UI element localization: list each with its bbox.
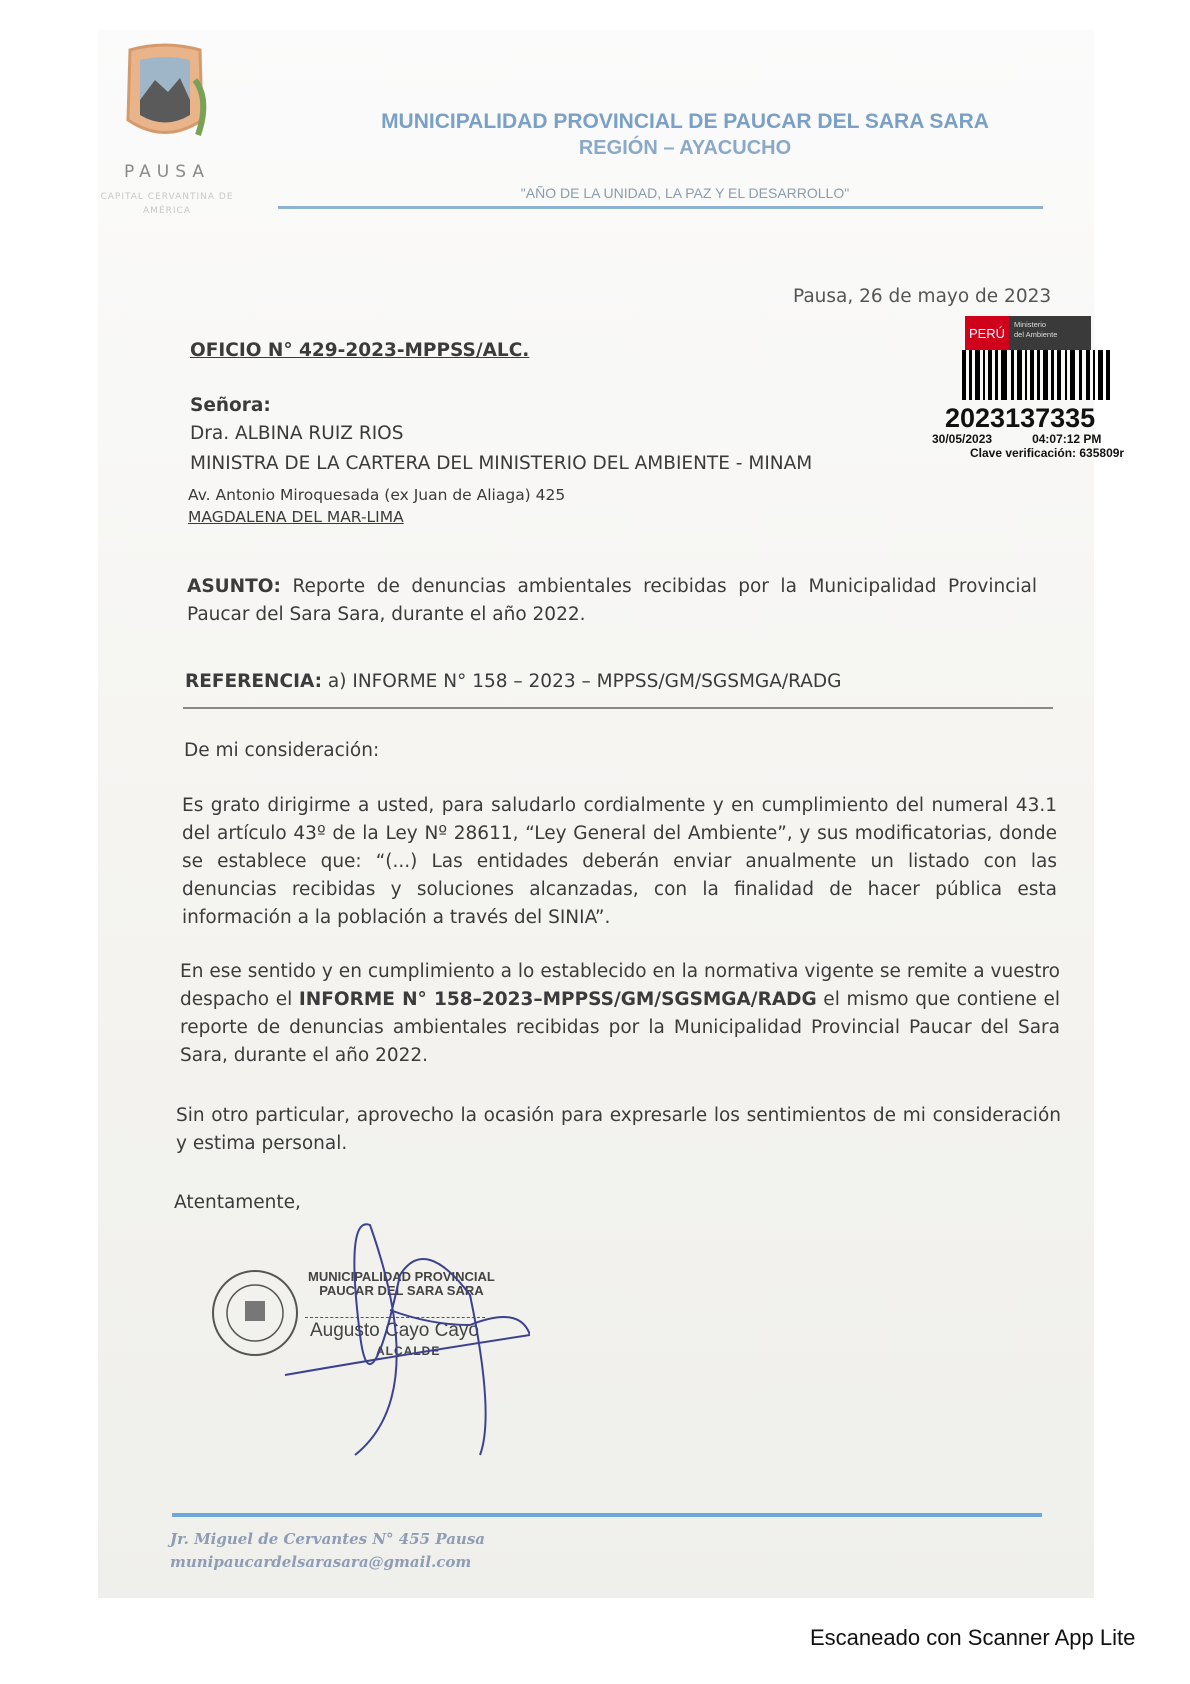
scanner-watermark: Escaneado con Scanner App Lite — [810, 1625, 1136, 1650]
paragraph-2 — [180, 958, 1060, 1070]
signatory-role: ALCALDE — [376, 1344, 441, 1358]
footer-email: munipaucardelsarasara@gmail.com — [170, 1553, 472, 1571]
ministry-line2: del Ambiente — [1014, 330, 1058, 339]
year-motto: "AÑO DE LA UNIDAD, LA PAZ Y EL DESARROLLO" — [520, 185, 850, 201]
reference — [185, 668, 1065, 696]
reference-text: a) INFORME N° 158 – 2023 – MPPSS/GM/SGSMGA/RADG — [322, 671, 842, 692]
signature-org-line1: MUNICIPALIDAD PROVINCIAL — [308, 1269, 495, 1284]
header-divider — [278, 206, 1043, 209]
closing: Atentamente, — [174, 1192, 301, 1213]
logo-town-name: PAUSA — [124, 162, 210, 182]
footer-address: Jr. Miguel de Cervantes N° 455 Pausa — [170, 1530, 485, 1548]
signatory-name: Augusto Cayo Cayo — [310, 1320, 479, 1341]
reception-stamp — [932, 316, 1170, 460]
barcode-icon — [962, 350, 1110, 400]
recipient-name: Dra. ALBINA RUIZ RIOS — [190, 423, 404, 444]
subject — [187, 573, 1037, 629]
verification-key: Clave verificación: 635809r — [970, 446, 1125, 460]
subject-text: Reporte de denuncias ambientales recibidas por la Municipalidad Provincial Paucar del Sara Sara, durante el año 2022. — [187, 576, 1037, 625]
recipient-city: MAGDALENA DEL MAR-LIMA — [188, 508, 404, 526]
recipient-address: Av. Antonio Miroquesada (ex Juan de Aliaga) 425 — [188, 486, 566, 504]
handwritten-signature — [250, 1215, 530, 1475]
stamp-time: 04:07:12 PM — [1032, 432, 1102, 446]
logo-subtitle: CAPITAL CERVANTINA DE AMÉRICA — [100, 192, 234, 216]
stamp-date: 30/05/2023 — [932, 432, 993, 446]
paragraph-2-text: En ese sentido y en cumplimiento a lo establecido en la normativa vigente se remite a vuestro despacho el — [180, 961, 1060, 1010]
document-reference-code: OFICIO N° 429-2023-MPPSS/ALC. — [190, 340, 530, 361]
municipal-coat-of-arms-logo — [110, 40, 220, 150]
greeting: De mi consideración: — [184, 740, 380, 761]
paragraph-2-rest: el mismo que contiene el reporte de denuncias ambientales recibidas por la Municipalidad Provincial Paucar del Sara Sara, durante el año 2022. — [180, 989, 1060, 1066]
recipient-title: MINISTRA DE LA CARTERA DEL MINISTERIO DEL AMBIENTE - MINAM — [190, 453, 813, 474]
signature-org-line2: PAUCAR DEL SARA SARA — [319, 1283, 484, 1298]
region-name: REGIÓN – AYACUCHO — [578, 137, 792, 159]
reference-label: REFERENCIA: — [185, 671, 323, 692]
peru-label: PERÚ — [965, 316, 1009, 350]
date-line: Pausa, 26 de mayo de 2023 — [793, 286, 1052, 307]
ministry-line1: Ministerio — [1014, 320, 1047, 329]
recipient-salutation: Señora: — [190, 395, 271, 416]
registration-number: 2023137335 — [945, 403, 1096, 433]
referenced-report: INFORME N° 158–2023–MPPSS/GM/SGSMGA/RADG — [298, 989, 817, 1010]
ministry-badge — [965, 316, 1091, 350]
reference-divider — [183, 707, 1053, 709]
footer-divider — [172, 1513, 1042, 1517]
institution-name: MUNICIPALIDAD PROVINCIAL DE PAUCAR DEL SARA SARA — [381, 110, 989, 133]
paragraph-1: Es grato dirigirme a usted, para saludarlo cordialmente y en cumplimiento del numeral 43.1 del artículo 43º de la Ley Nº 28611, “Ley General del Ambiente”, y sus modificatorias, donde se establece que: “(...) Las entidades deberán enviar anualmente un listado con las denuncias recibidas y soluciones alcanzadas, con la finalidad de hacer pública esta información a la población a través del SINIA”. — [182, 795, 1057, 928]
subject-label: ASUNTO: — [187, 576, 281, 597]
paragraph-3: Sin otro particular, aprovecho la ocasión para expresarle los sentimientos de mi consideración y estima personal. — [176, 1105, 1061, 1154]
